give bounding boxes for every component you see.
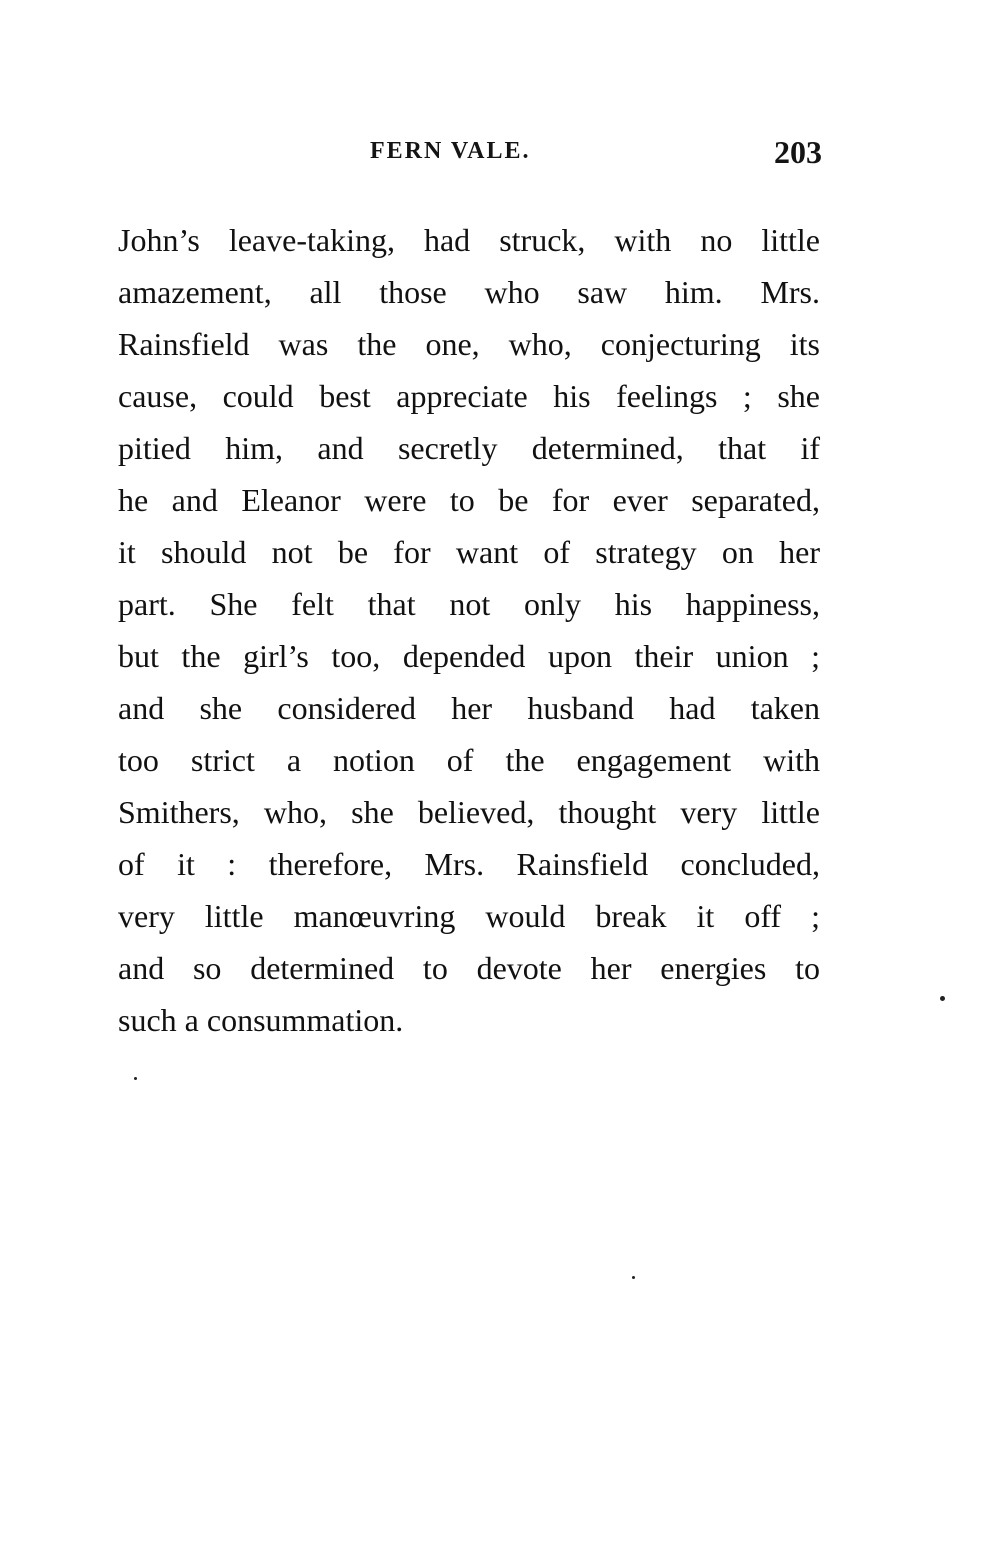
text-line: Smithers, who, she believed, thought very little	[118, 794, 820, 830]
text-line: too strict a notion of the engagement with	[118, 742, 820, 778]
text-line: and she considered her husband had taken	[118, 690, 820, 726]
text-line: very little manœuvring would break it off ;	[118, 898, 820, 934]
text-line: but the girl’s too, depended upon their union ;	[118, 638, 820, 674]
text-line: pitied him, and secretly determined, that if	[118, 430, 820, 466]
text-line: part. She felt that not only his happiness,	[118, 586, 820, 622]
print-speck	[134, 1077, 137, 1080]
text-line: he and Eleanor were to be for ever separated,	[118, 482, 820, 518]
text-line: cause, could best appreciate his feelings ; she	[118, 378, 820, 414]
print-speck	[632, 1276, 635, 1279]
page-number: 203	[774, 134, 822, 170]
text-line: Rainsfield was the one, who, conjecturing its	[118, 326, 820, 362]
text-line: of it : therefore, Mrs. Rainsfield concluded,	[118, 846, 820, 882]
text-line: amazement, all those who saw him. Mrs.	[118, 274, 820, 310]
text-line: it should not be for want of strategy on her	[118, 534, 820, 570]
print-speck	[940, 996, 945, 1001]
running-title: FERN VALE.	[370, 138, 531, 164]
text-line: and so determined to devote her energies to	[118, 950, 820, 986]
body-paragraph	[118, 214, 820, 1046]
text-line: such a consummation.	[118, 1002, 404, 1038]
text-line: John’s leave-taking, had struck, with no little	[118, 222, 820, 258]
